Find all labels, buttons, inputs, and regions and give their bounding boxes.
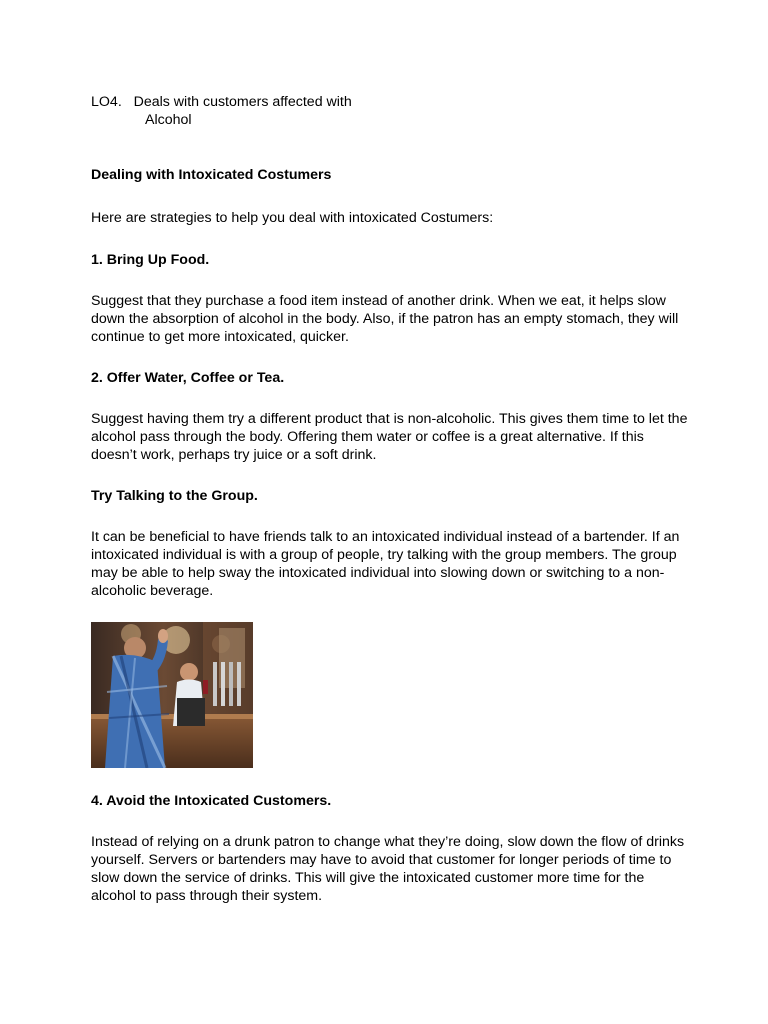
section-2-body: Suggest having them try a different product that is non-alcoholic. This gives them time to let the alcohol pass through the body. Offering them water or coffee is a great alternative. If this doesn’t work, perhaps try juice or a soft drink.: [91, 411, 688, 463]
main-heading: Dealing with Intoxicated Costumers: [91, 167, 332, 183]
section-3-body: It can be beneficial to have friends talk to an intoxicated individual instead of a bartender. If an intoxicated individual is with a group of people, try talking with the group members. The group may be able to help sway the intoxicated individual into slowing down or switching to a non-alcoholic beverage.: [91, 529, 680, 599]
section-4-heading: 4. Avoid the Intoxicated Customers.: [91, 793, 332, 809]
section-1-heading: 1. Bring Up Food.: [91, 252, 210, 268]
section-3-heading: Try Talking to the Group.: [91, 488, 258, 504]
learning-outcome-title-line2: Alcohol: [145, 112, 192, 128]
section-4-body: Instead of relying on a drunk patron to change what they’re doing, slow down the flow of drinks yourself. Servers or bartenders may have to avoid that customer for longer periods of time to slow down the service of drinks. This will give the intoxicated customer more time for the alcohol to pass through their system.: [91, 834, 685, 904]
learning-outcome-title: Deals with customers affected with: [133, 94, 352, 110]
section-2-heading: 2. Offer Water, Coffee or Tea.: [91, 370, 285, 386]
learning-outcome-number: LO4.: [91, 94, 122, 110]
learning-outcome-line1: [91, 93, 691, 111]
intro-paragraph: Here are strategies to help you deal with intoxicated Costumers:: [91, 210, 494, 226]
bar-scene-photo: [91, 622, 253, 768]
learning-outcome-heading: [91, 93, 691, 129]
section-1-body: Suggest that they purchase a food item instead of another drink. When we eat, it helps slow down the absorption of alcohol in the body. Also, if the patron has an empty stomach, they will continue to get more intoxicated, quicker.: [91, 293, 679, 345]
